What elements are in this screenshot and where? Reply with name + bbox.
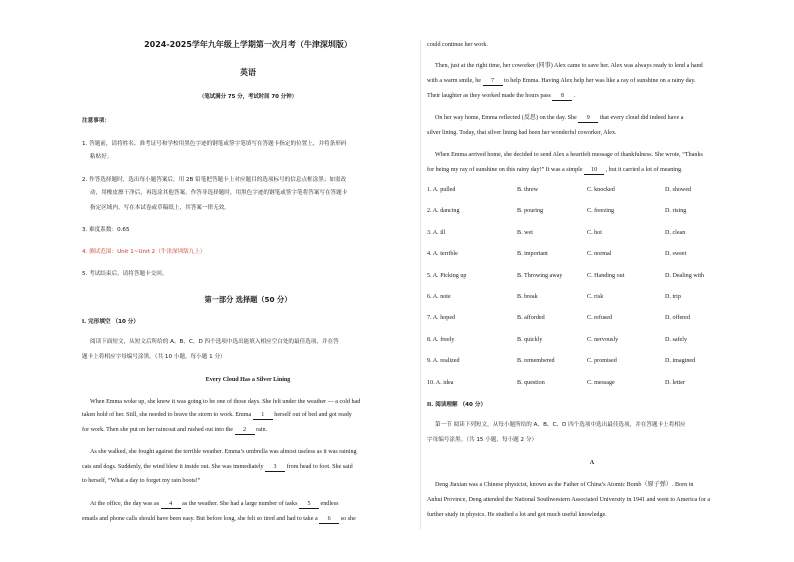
option-3-d: D. clean (665, 229, 686, 236)
passage-line: to herself, “What a day to forget my rain boots!” (82, 478, 201, 484)
blank-1: 1 (253, 411, 273, 420)
passage-line: On her way home, Emma reflected (反思) on the day. She 9 that every cloud did indeed have a (435, 115, 684, 121)
blank-7: 7 (483, 77, 503, 86)
blank-9: 9 (578, 114, 598, 123)
blank-8: 8 (552, 92, 572, 101)
option-1-d: D. showed (665, 187, 692, 193)
option-4-c: C. normal (587, 251, 612, 258)
option-5-a: 5. A. Picking up (427, 272, 467, 279)
reading-line: Anhui Province, Deng attended the National Southwestern Associated University in 1941 and went to America for a (427, 497, 711, 503)
exam-title: 2024-2025学年九年级上学期第一次月考（牛津深圳版） (144, 40, 352, 49)
option-7-d: D. offered (665, 315, 690, 322)
passage-line: At the office, the day was as 4 as the weather. She had a large number of tasks 5 endless (90, 501, 339, 507)
reading-section-heading: II. 阅读理解 （40 分） (427, 402, 487, 408)
note-1-line-2: 粘贴好。 (90, 154, 113, 160)
option-6-b: B. break (517, 294, 538, 300)
note-2-line-2: 动，用橡皮擦干净后，再选涂其他答案。作答非选择题时，用黑色字迹的钢笔或签字笔将答案写在答题卡 (90, 190, 348, 196)
note-2-line-1: 2. 作答选择题时，选出每小题答案后，用 2B 铅笔把答题卡上对应题目的选项标号的信息点框涂黑；如需改 (82, 177, 347, 183)
option-8-a: 8. A. freely (427, 336, 455, 343)
reading-line: further study in physics. He studied a lot and got much useful knowledge. (427, 512, 607, 518)
blank-5: 5 (299, 500, 319, 509)
passage-line: When Emma arrived home, she decided to send Alex a heartfelt message of thankfulness. She wrote, “Thanks (435, 152, 703, 158)
blank-3: 3 (265, 463, 285, 472)
option-1-c: C. knocked (587, 187, 615, 193)
option-8-c: C. nervously (587, 336, 619, 343)
option-8-d: D. safely (665, 336, 687, 343)
note-4-test-scope: 4. 测试范围：Unit 1~Unit 2（牛津深圳版九上） (82, 249, 206, 255)
option-10-a: 10. A. idea (427, 379, 454, 386)
blank-2: 2 (235, 426, 255, 435)
passage-line: for work. Then she put on her raincoat and rushed out into the 2 rain. (82, 427, 268, 433)
blank-6: 6 (319, 515, 339, 524)
option-9-a: 9. A. realized (427, 358, 460, 365)
passage-line: for being my ray of sunshine on this rainy day!” It was a simple 10 , but it carried a lot of meaning. (427, 167, 683, 173)
option-9-b: B. remembered (517, 358, 555, 365)
option-10-c: C. message (587, 379, 615, 386)
option-4-b: B. important (517, 251, 548, 258)
note-5: 5. 考试结束后，请将答题卡交回。 (82, 271, 168, 277)
option-1-a: 1. A. pulled (427, 187, 456, 193)
passage-line: taken hold of her. Still, she needed to brave the storm to work. Emma 1 herself out of bed and got ready (82, 412, 352, 418)
passage-line: with a warm smile, he 7 to help Emma. Having Alex help her was like a ray of sunshine on a rainy day. (427, 78, 696, 84)
option-2-c: C. freezing (587, 208, 615, 215)
exam-info: （笔试满分 75 分，考试时间 70 分钟） (199, 94, 297, 100)
note-2-line-3: 指定区域内。写在本试卷或草稿纸上，其答案一律无效。 (90, 205, 230, 211)
subject-title: 英语 (240, 68, 256, 77)
cloze-instructions-line-1: 阅读下面短文，从短文后所给的 A、B、C、D 四个选项中选出能填入相应空白处的最佳选项，并在答 (90, 339, 339, 345)
note-3: 3. 难度系数：0.65 (82, 227, 130, 233)
passage-line: could continue her work. (427, 42, 488, 48)
passage-line: emails and phone calls should have been easy. But before long, she felt so tired and had to take a 6 so she (82, 516, 356, 522)
option-8-b: B. quickly (517, 336, 543, 343)
passage-line: As she walked, she fought against the terrible weather. Emma’s umbrella was almost useless as it was raining (90, 449, 357, 455)
option-5-b: B. Throwing away (517, 272, 563, 279)
option-2-d: D. rising (665, 208, 687, 215)
option-1-b: B. threw (517, 187, 538, 193)
option-7-c: C. refused (587, 315, 613, 322)
option-7-b: B. afforded (517, 315, 545, 322)
blank-10: 10 (584, 166, 604, 175)
passage-line: silver lining. Today, that silver lining had been her wonderful coworker, Alex. (427, 130, 617, 136)
option-5-c: C. Handing out (587, 272, 625, 279)
option-10-d: D. letter (665, 379, 685, 386)
option-3-c: C. hot (587, 229, 602, 236)
option-6-d: D. trip (665, 294, 681, 300)
notes-heading: 注意事项： (82, 118, 110, 124)
note-1-line-1: 1. 答题前，请将姓名、准考证号和学校用黑色字迹的钢笔或签字笔填写在答题卡指定的位置上，并将条形码 (82, 141, 347, 147)
option-4-a: 4. A. terrible (427, 251, 458, 258)
option-6-c: C. risk (587, 294, 604, 300)
column-divider (420, 40, 421, 530)
option-5-d: D. Dealing with (665, 272, 705, 279)
part-1-heading: 第一部分 选择题（50 分） (204, 295, 292, 304)
passage-line: cats and dogs. Suddenly, the wind blew it inside out. She was immediately 3 from head to foot. She said (82, 464, 353, 470)
option-6-a: 6. A. note (427, 294, 451, 300)
passage-line: Their laughter as they worked made the hours pass 8 . (427, 93, 576, 99)
passage-line: When Emma woke up, she knew it was going to be one of those days. She felt under the weather — a cold had (90, 399, 361, 405)
option-2-b: B. pouring (517, 208, 544, 215)
cloze-section-heading: I. 完形填空 （10 分） (82, 319, 139, 325)
option-3-a: 3. A. ill (427, 229, 446, 236)
option-9-d: D. imagined (665, 358, 696, 365)
passage-title: Every Cloud Has a Silver Lining (205, 377, 291, 383)
option-2-a: 2. A. dancing (427, 208, 460, 215)
reading-instructions-line-2: 字母编号涂黑。（共 15 小题，每小题 2 分） (427, 437, 538, 443)
option-3-b: B. wet (517, 229, 533, 236)
cloze-instructions-line-2: 题卡上将相应字母编号涂黑。（共 10 小题，每小题 1 分） (82, 354, 226, 360)
option-9-c: C. promised (587, 358, 617, 365)
blank-4: 4 (161, 500, 181, 509)
reading-instructions-line-1: 第一节 阅读下列短文，从每小题所给的 A、B、C、D 四个选项中选出最佳选项，并在答题卡上将相应 (435, 422, 686, 428)
option-10-b: B. question (517, 379, 545, 386)
passage-line: Then, just at the right time, her coworker (同事) Alex came to save her. Alex was always ready to lend a hand (435, 63, 703, 69)
reading-passage-label: A (589, 460, 595, 466)
reading-line: Deng Jiaxian was a Chinese physicist, known as the Father of China’s Atomic Bomb（原子弹）. Born in (435, 482, 694, 488)
option-7-a: 7. A. hoped (427, 315, 456, 322)
option-4-d: D. sweet (665, 251, 687, 258)
